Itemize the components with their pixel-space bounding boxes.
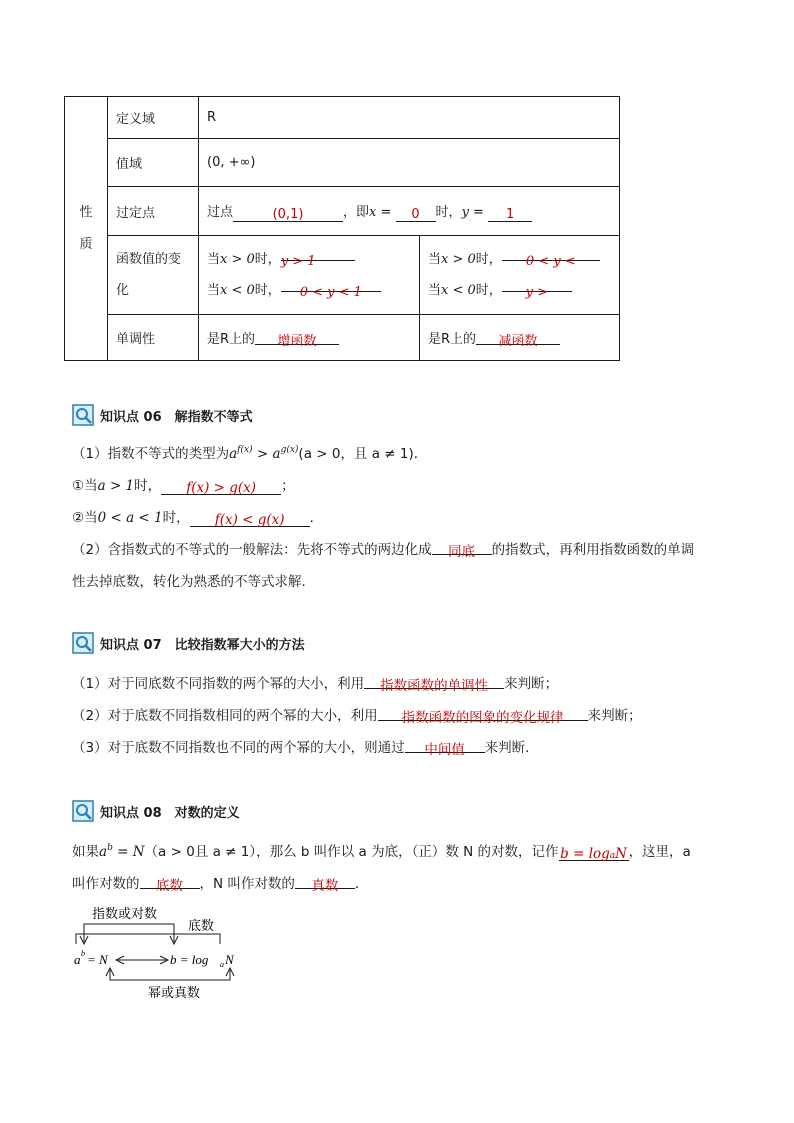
fp-eq-2: = [468,204,489,220]
row-label-range: 值域 [108,139,199,187]
s07-answer-2: 指数函数的图象的变化规律 [401,710,564,726]
s08-answer-3: 真数 [311,878,339,894]
fp-eq-1: = [376,204,396,220]
fp-y-val: 1 [505,206,515,222]
fp-y: y [461,204,469,220]
diagram-right-sub: a [220,960,224,969]
fp-point: (0,1) [272,206,304,222]
section-06-title [72,404,253,426]
properties-table [64,96,620,361]
row-label-values [108,236,199,315]
values-right-cell [420,236,620,315]
s08-line-1: 如果$a^b = N(a > 0$且 a ≠ 1），那么 b 叫作以 a 为底，（正）数 N 的对数，记作 b = logaN ，这里，a [72,843,691,862]
diagram-right-bracket [76,934,220,944]
diagram-top-bracket [84,924,174,942]
diagram-right-n: N [225,952,234,967]
range-value: (0, +∞) [199,139,620,187]
s08-answer-2: 底数 [156,878,183,894]
s06-answer-3: 同底 [448,544,476,560]
s07-answer-3: 中间值 [424,742,465,758]
monotonic-left-answer: 增函数 [277,334,317,349]
monotonic-left: 是R上的 增函数 [199,315,420,361]
section-06-title-text: 知识点 06 解指数不等式 [100,409,253,425]
s08-answer-1: b = logaN [560,846,627,862]
log-definition-diagram [70,900,250,1005]
monotonic-right: 是R上的 减函数 [420,315,620,361]
s06-answer-1: f(x) > g(x) [186,480,257,496]
section-08-title [72,800,240,822]
diagram-left-rest: = N [87,952,108,967]
s07-line-2: （2）对于底数不同指数相同的两个幂的大小，利用 指数函数的图象的变化规律 来判断； [72,708,642,726]
fp-x: x [369,204,377,220]
values-left-2-answer: 0 < y < 1 [299,285,362,300]
s06-line-3: ②当0 < a < 1时， f(x) < g(x) ． [72,510,324,528]
values-left-1: 当x > 0时，y > 1 [207,244,411,275]
s06-line-2: ①当a > 1时， f(x) > g(x) ； [72,478,295,496]
s07-answer-1: 指数函数的单调性 [380,678,489,694]
section-07-title-text: 知识点 07 比较指数幂大小的方法 [100,637,305,653]
values-left-cell [199,236,420,315]
values-left-2: 当x < 0时， 0 < y < 1 [207,275,411,306]
values-right-2: 当x < 0时， y > [428,275,611,306]
s06-line-1: （1）指数不等式的类型为$a^{f(x)} > a^{g(x)}(a > 0$，且 a ≠ 1)． [72,445,428,462]
diagram-bottom-bracket [110,970,230,980]
values-left-1-answer: y > 1 [280,254,316,269]
fp-blank-2 [396,207,436,222]
values-right-1: 当x > 0时， 0 < y < [428,244,611,275]
diagram-top-label: 指数或对数 [92,906,158,921]
domain-value: R [199,97,620,139]
section-07-title [72,632,305,654]
fp-x-val: 0 [411,206,420,222]
fp-when: 时， [435,204,462,220]
values-right-2-answer: y > [525,285,548,300]
s07-line-3: （3）对于底数不同指数也不同的两个幂的大小，则通过 中间值 来判断． [72,740,539,758]
s07-line-1: （1）对于同底数不同指数的两个幂的大小，利用 指数函数的单调性 来判断； [72,676,559,694]
monotonic-right-answer: 减函数 [498,334,538,349]
section-08-title-text: 知识点 08 对数的定义 [100,805,240,821]
side-label [65,97,108,361]
fixed-point-cell [199,187,620,236]
diagram-right-label: 底数 [188,918,215,933]
diagram-right-expr: b = log [170,952,209,967]
fp-pre: 过点 [207,204,234,220]
s06-line-4: （2）含指数式的不等式的一般解法：先将不等式的两边化成 同底 的指数式，再利用指数函数的单调 [72,542,695,560]
row-label-domain: 定义域 [108,97,199,139]
side-label-1: 性 [79,204,93,220]
values-right-1-answer: 0 < y < [525,254,576,269]
s06-answer-2: f(x) < g(x) [214,512,285,528]
magnifier-book-icon [72,632,94,654]
s06-line-5: 性去掉底数，转化为熟悉的不等式求解． [72,574,315,590]
diagram-left-base: a [74,952,81,967]
row-label-monotonic: 单调性 [108,315,199,361]
diagram-bottom-label: 幂或真数 [148,985,201,1000]
row-label-fixed-point: 过定点 [108,187,199,236]
s08-line-2: 叫作对数的 底数 ，N 叫作对数的 真数 ． [72,876,369,894]
fp-mid: ，即 [343,204,370,220]
values-label: 函数值的变化 [116,252,182,298]
fp-blank-3 [488,207,532,222]
diagram-left-exp: b [81,949,85,958]
side-label-2: 质 [79,236,93,252]
magnifier-book-icon [72,404,94,426]
magnifier-book-icon [72,800,94,822]
fp-blank-1 [233,207,343,222]
